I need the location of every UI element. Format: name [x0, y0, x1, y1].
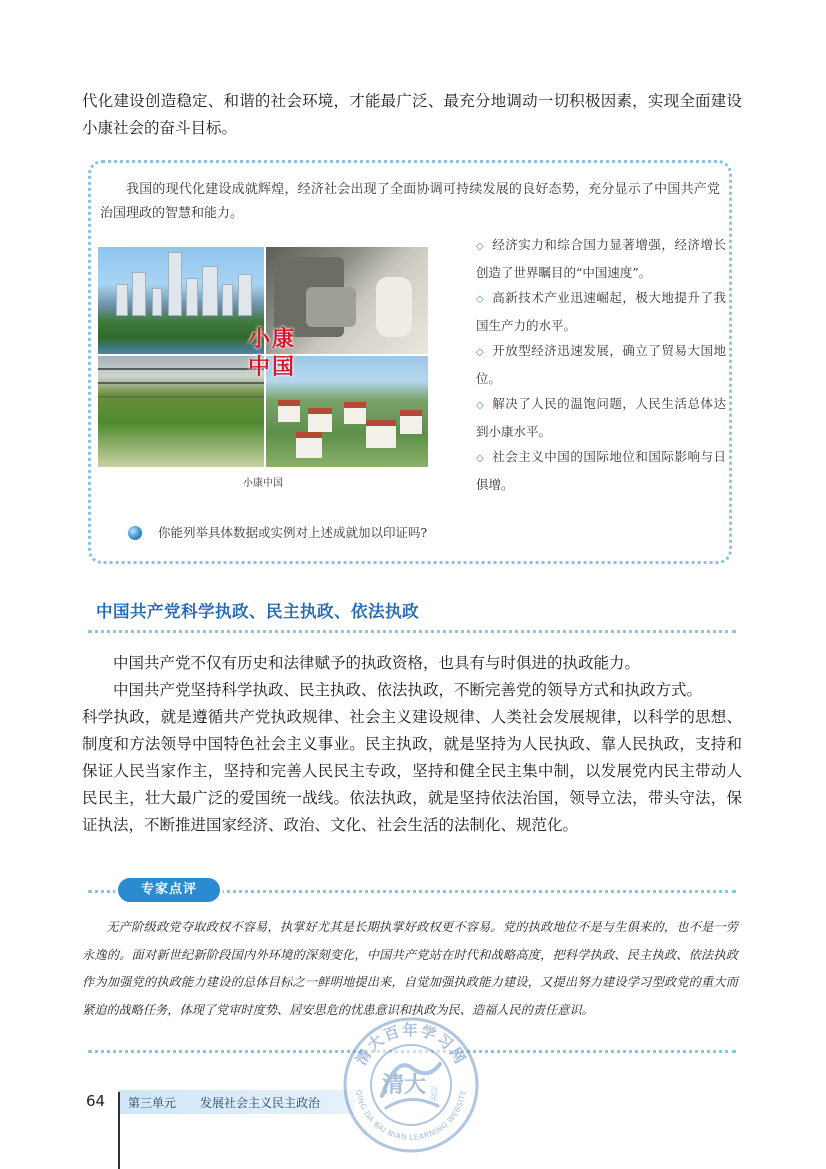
body-paragraph: 中国共产党坚持科学执政、民主执政、依法执政，不断完善党的领导方式和执政方式。: [113, 681, 703, 699]
page-number: 64: [86, 1092, 106, 1110]
discussion-question: 你能列举具体数据或实例对上述成就加以印证吗?: [128, 522, 708, 544]
list-item: ◇ 开放型经济迅速发展，确立了贸易大国地位。: [476, 343, 726, 386]
footer-rule: [118, 1092, 120, 1169]
seal-arc-bottom: QING DA BAI NIAN LEARNING WEBSITE: [354, 1089, 468, 1143]
watermark-seal-icon: [342, 1016, 480, 1154]
list-item: ◇ 经济实力和综合国力显著增强，经济增长创造了世界瞩目的“中国速度”。: [476, 237, 726, 280]
intro-paragraph: 代化建设创造稳定、和谐的社会环境，才能最广泛、最充分地调动一切积极因素，实现全面建设小康社会的奋斗目标。: [82, 92, 742, 137]
body-paragraph: 科学执政，就是遵循共产党执政规律、社会主义建设规律、人类社会发展规律，以科学的思想、制度和方法领导中国特色社会主义事业。民主执政，就是坚持为人民执政、靠人民执政，支持和保证人民当家作主，坚持和完善人民民主专政，坚持和健全民主集中制，以发展党内民主带动人民民主，壮大最广泛的爱国统一战线。依法执政，就是坚持依法治国，领导立法，带头守法，保证执法，不断推进国家经济、政治、文化、社会生活的法制化、规范化。: [82, 708, 742, 834]
feature-box-intro: 我国的现代化建设成就辉煌，经济社会出现了全面协调可持续发展的良好态势，充分显示了中国共产党治国理政的智慧和能力。: [100, 182, 720, 221]
diamond-bullet-icon: ◇: [476, 294, 485, 305]
section-heading: 中国共产党科学执政、民主执政、依法执政: [96, 602, 419, 621]
diamond-bullet-icon: ◇: [476, 241, 485, 252]
section-body: [82, 650, 742, 839]
globe-bullet-icon: [128, 526, 142, 540]
diamond-bullet-icon: ◇: [476, 347, 485, 358]
footer-unit-label: 第三单元: [128, 1096, 177, 1110]
seal-arc-top: 清大百年学习网: [351, 1021, 471, 1069]
list-item: ◇ 社会主义中国的国际地位和国际影响与日俱增。: [476, 449, 726, 492]
diamond-bullet-icon: ◇: [476, 453, 485, 464]
list-item: ◇ 解决了人民的温饱问题，人民生活总体达到小康水平。: [476, 396, 726, 439]
footer-unit-title: 发展社会主义民主政治: [200, 1096, 321, 1110]
body-paragraph: 中国共产党不仅有历史和法律赋予的执政资格，也具有与时俱进的执政能力。: [113, 654, 641, 672]
photo-caption: 小康中国: [243, 478, 283, 489]
section-divider: [88, 630, 736, 633]
list-item: ◇ 高新技术产业迅速崛起，极大地提升了我国生产力的水平。: [476, 290, 726, 333]
achievement-list: [476, 232, 726, 497]
xiaokang-overlay-text: 小康 中国: [247, 327, 296, 380]
seal-side: 百年: [429, 1086, 439, 1102]
expert-comment-text: 无产阶级政党夺取政权不容易，执掌好尤其是长期执掌好政权更不容易。党的执政地位不是与生俱来的，也不是一劳永逸的。面对新世纪新阶段国内外环境的深刻变化，中国共产党站在时代和战略高度，把科学执政、民主执政、依法执政作为加强党的执政能力建设的总体目标之一鲜明地提出来，自觉加强执政能力建设，又提出努力建设学习型政党的重大而紧迫的战略任务，体现了党审时度势、居安思危的忧患意识和执政为民、造福人民的责任意识。: [82, 920, 738, 1017]
diamond-bullet-icon: ◇: [476, 400, 485, 411]
seal-center: 清大: [381, 1072, 427, 1098]
expert-comment-badge: 专家点评: [118, 878, 220, 902]
